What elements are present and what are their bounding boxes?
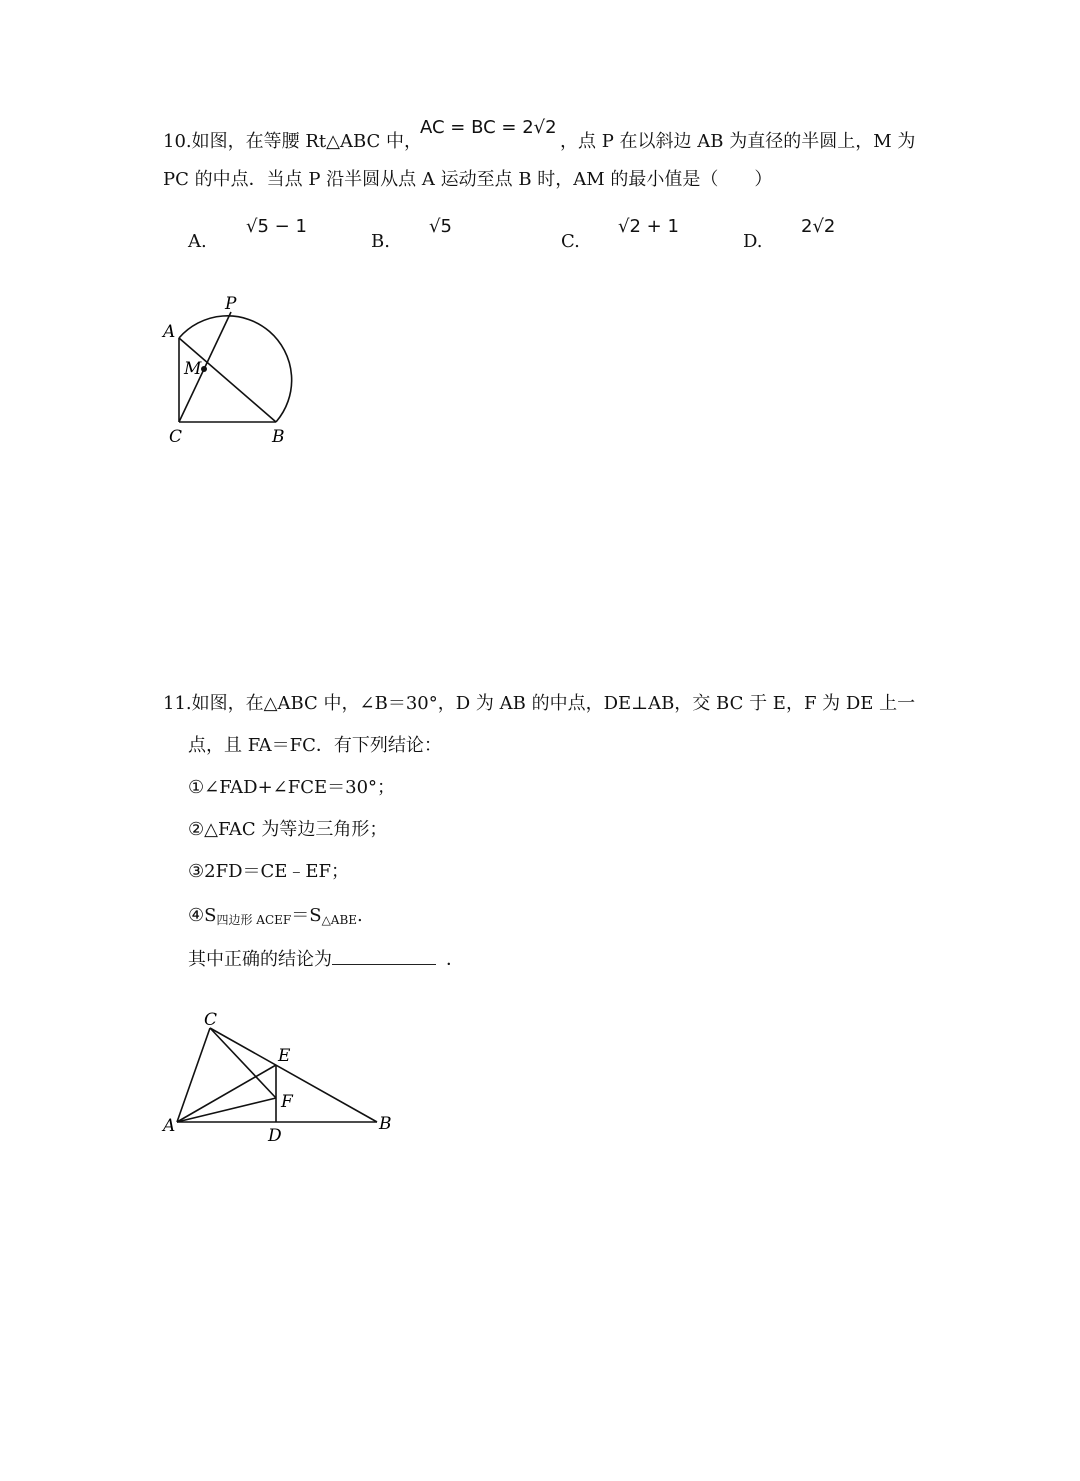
q11-item-4 <box>188 905 363 931</box>
q10-label-m: M <box>184 359 202 379</box>
q11-label-e: E <box>278 1046 291 1066</box>
q11-item4-sub2: △ABE <box>321 913 358 927</box>
q11-label-d: D <box>268 1126 282 1146</box>
q11-item4-sub1: 四边形 ACEF <box>216 913 292 927</box>
q10-choice-a-letter: A. <box>188 231 207 252</box>
q11-answer-end: ． <box>446 949 464 970</box>
q11-item4-prefix: ④S <box>188 905 217 926</box>
q11-item4-end: . <box>357 905 363 926</box>
q11-text-1: 如图，在△ABC 中，∠B＝30°，D 为 AB 的中点，DE⊥AB，交 BC 于 E，F 为 DE 上一 <box>191 693 916 714</box>
q11-label-b: B <box>379 1114 392 1134</box>
q10-choice-a-value: √5 − 1 <box>246 216 307 237</box>
q11-label-a: A <box>163 1116 176 1136</box>
q10-segment-ab <box>179 338 276 422</box>
q10-text-b: ，点 P 在以斜边 AB 为直径的半圆上，M 为 <box>560 131 916 152</box>
q10-choice-b-value: √5 <box>429 216 452 237</box>
q11-item-2: ②△FAC 为等边三角形； <box>188 819 388 840</box>
q11-segment-ae <box>177 1065 276 1122</box>
q10-figure <box>155 285 315 455</box>
q11-item-3: ③2FD＝CE﹣EF； <box>188 861 350 882</box>
q11-item-1: ①∠FAD+∠FCE＝30°； <box>188 777 396 798</box>
q10-line2: PC 的中点．当点 P 沿半圆从点 A 运动至点 B 时，AM 的最小值是（ ） <box>163 169 773 190</box>
q10-choice-c-value: √2 + 1 <box>618 216 679 237</box>
q10-label-c: C <box>169 427 183 447</box>
q11-answer-prompt: 其中正确的结论为 <box>188 949 332 970</box>
q11-figure <box>155 1008 405 1148</box>
q11-number: 11. <box>163 693 192 714</box>
q10-point-m <box>201 366 207 372</box>
q10-label-a: A <box>163 322 176 342</box>
q11-segment-cf <box>210 1028 276 1098</box>
q10-text-a: 如图，在等腰 Rt△ABC 中， <box>191 131 423 152</box>
q11-line1 <box>163 693 915 715</box>
q10-label-b: B <box>272 427 285 447</box>
q10-choice-d-value: 2√2 <box>801 216 836 237</box>
q11-answer-blank[interactable] <box>332 946 436 965</box>
q10-choice-d-letter: D. <box>743 231 763 252</box>
q11-label-f: F <box>281 1092 293 1112</box>
q11-answer-line <box>188 946 464 971</box>
q11-segment-af <box>177 1098 276 1122</box>
q11-item4-mid: ＝S <box>291 905 322 926</box>
q11-segment-ca <box>177 1028 210 1122</box>
q10-label-p: P <box>225 294 237 314</box>
q10-choice-b-letter: B. <box>371 231 390 252</box>
q10-line1 <box>163 131 422 153</box>
q11-line2: 点，且 FA＝FC．有下列结论： <box>188 735 442 756</box>
q11-label-c: C <box>204 1010 218 1030</box>
q10-choice-c-letter: C. <box>561 231 580 252</box>
q10-number: 10. <box>163 131 192 152</box>
q10-formula: AC = BC = 2√2 <box>420 117 557 138</box>
